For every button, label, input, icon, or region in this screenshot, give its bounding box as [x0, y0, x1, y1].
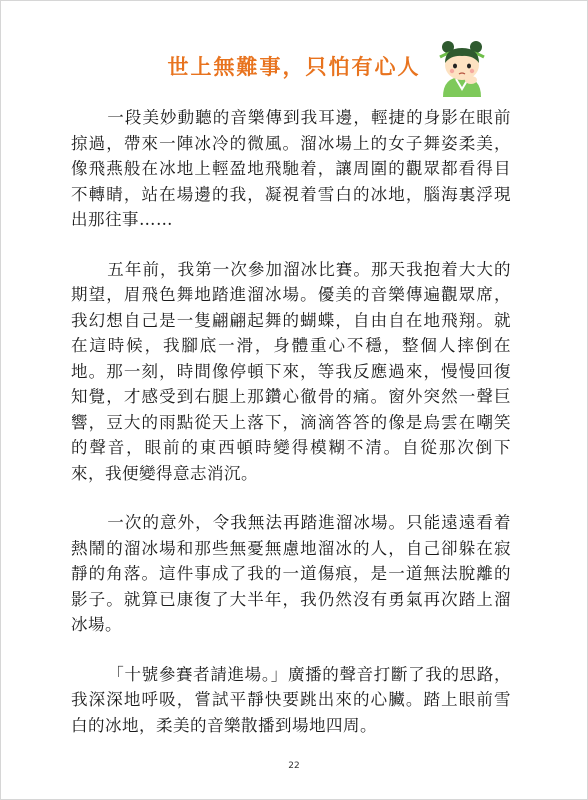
essay-body: [71, 105, 511, 762]
thinking-child-icon: [431, 39, 493, 97]
paragraph-4: 「十號參賽者請進場。」廣播的聲音打斷了我的思路，我深深地呼吸，嘗試平靜快要跳出來的心臟。踏上眼前雪白的冰地，柔美的音樂散播到場地四周。: [71, 664, 511, 735]
paragraph-1: 一段美妙動聽的音樂傳到我耳邊，輕捷的身影在眼前掠過，帶來一陣冰冷的微風。溜冰場上的女子舞姿柔美，像飛燕般在冰地上輕盈地飛馳着，讓周圍的觀眾都看得目不轉睛，站在場邊的我，凝視着雪白的冰地，腦海裏浮現出那往事……: [71, 108, 511, 229]
page-number: 22: [288, 761, 300, 771]
paragraph-2: 五年前，我第一次參加溜冰比賽。那天我抱着大大的期望，眉飛色舞地踏進溜冰場。優美的音樂傳遍觀眾席，我幻想自己是一隻翩翩起舞的蝴蝶，自由自在地飛翔。就在這時候，我腳底一滑，身體重心不穩，整個人摔倒在地。那一刻，時間像停頓下來，等我反應過來，慢慢回復知覺，才感受到右腿上那鑽心徹骨的痛。窗外突然一聲巨響，豆大的雨點從天上落下，滴滴答答的像是烏雲在嘲笑的聲音，眼前的東西頓時變得模糊不清。自從那次倒下來，我便變得意志消沉。: [71, 259, 511, 483]
paragraph-3: 一次的意外，令我無法再踏進溜冰場。只能遠遠看着熱鬧的溜冰場和那些無憂無慮地溜冰的人，自己卻躲在寂靜的角落。這件事成了我的一道傷痕，是一道無法脫離的影子。就算已康復了大半年，我仍然沒有勇氣再次踏上溜冰場。: [71, 513, 511, 634]
page-title: 世上無難事，只怕有心人: [167, 55, 421, 79]
